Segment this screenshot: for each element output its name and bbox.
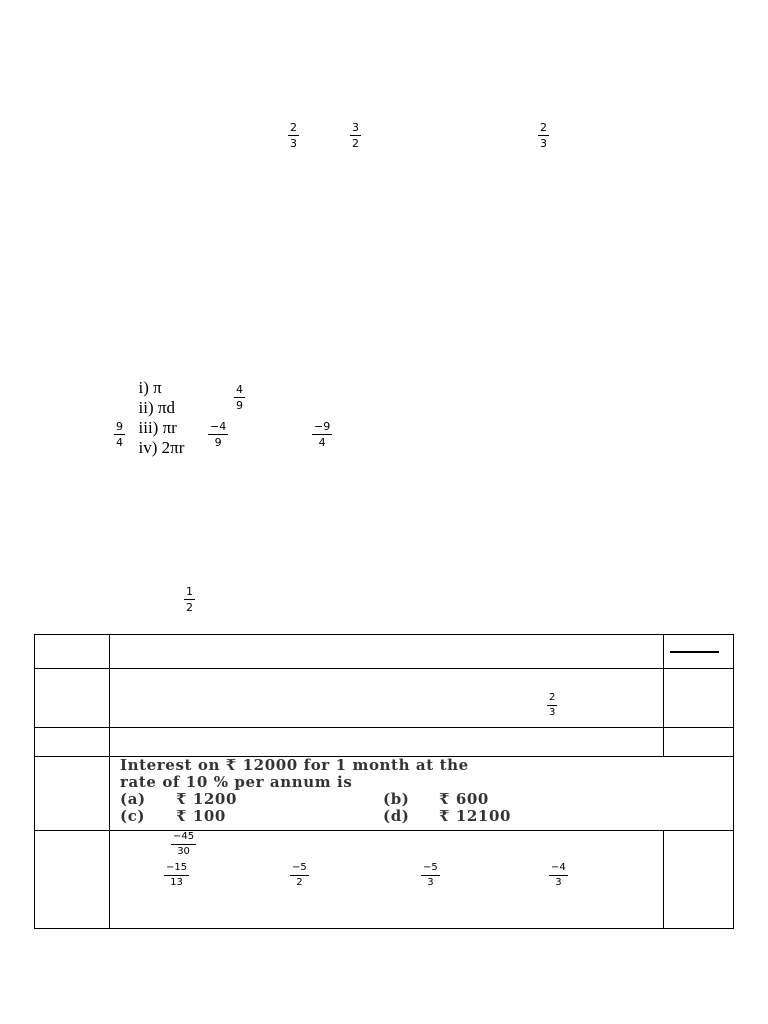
table-row <box>35 728 734 757</box>
numerator: −45 <box>171 831 196 845</box>
option-label: (c) <box>120 807 146 825</box>
marks-cell <box>664 669 734 728</box>
question-cell <box>110 728 664 757</box>
table-row <box>35 635 734 669</box>
option-value: ₹ 100 <box>176 807 226 825</box>
fraction-option-3 <box>312 420 332 449</box>
numerator: −4 <box>210 420 227 433</box>
serial-cell <box>35 757 110 831</box>
numerator: −5 <box>290 862 309 876</box>
options-row-1 <box>120 791 664 808</box>
pi-option-3: iii) πr <box>138 418 177 437</box>
question-cell <box>110 831 664 929</box>
marks-cell <box>664 757 734 831</box>
numerator: 3 <box>352 121 359 134</box>
row5-option-4 <box>549 862 568 889</box>
question-cell <box>110 635 664 669</box>
fraction-two-thirds-a <box>288 121 299 150</box>
denominator: 3 <box>555 877 562 888</box>
pi-option-1: i) π <box>138 378 162 397</box>
denominator: 3 <box>290 137 297 150</box>
denominator: 13 <box>170 877 183 888</box>
option-b <box>383 791 646 808</box>
question-cell <box>110 757 664 831</box>
denominator: 3 <box>549 707 556 718</box>
given-fraction <box>234 383 245 412</box>
denominator: 4 <box>116 436 123 449</box>
pi-option-4: iv) 2πr <box>138 438 185 457</box>
question-line-1: Interest on ₹ 12000 for 1 month at the <box>120 757 469 774</box>
denominator: 2 <box>352 137 359 150</box>
numerator: −4 <box>549 862 568 876</box>
denominator: 4 <box>318 436 326 449</box>
denominator: 3 <box>540 137 547 150</box>
row5-given-fraction <box>171 831 196 858</box>
option-c <box>120 808 383 825</box>
marks-cell <box>664 635 734 669</box>
serial-cell <box>35 669 110 728</box>
table-row <box>35 669 734 728</box>
serial-cell <box>35 831 110 929</box>
marks-cell <box>664 728 734 757</box>
denominator: 9 <box>214 436 222 449</box>
interest-question-image <box>120 757 664 830</box>
serial-cell <box>35 728 110 757</box>
fraction-option-1 <box>114 420 125 449</box>
denominator: 2 <box>296 877 303 888</box>
pi-options <box>130 358 208 458</box>
numerator: 2 <box>547 692 557 706</box>
question-cell <box>110 669 664 728</box>
numerator: 4 <box>236 383 243 396</box>
denominator: 9 <box>236 399 243 412</box>
row5-option-3 <box>421 862 440 889</box>
marks-underline <box>670 651 719 653</box>
numerator: −5 <box>421 862 440 876</box>
serial-cell <box>35 635 110 669</box>
fraction-one-half <box>184 585 195 614</box>
fraction-three-halves <box>350 121 361 150</box>
table-row <box>35 831 734 929</box>
question-table <box>34 634 734 929</box>
question-line-2: rate of 10 % per annum is <box>120 773 353 791</box>
option-d <box>383 808 646 825</box>
denominator: 2 <box>186 601 193 614</box>
option-label: (d) <box>383 807 410 825</box>
numerator: 9 <box>116 420 123 433</box>
numerator: 2 <box>290 121 297 134</box>
option-value: ₹ 1200 <box>176 790 238 808</box>
fraction-option-2 <box>208 420 228 449</box>
row5-option-2 <box>290 862 309 889</box>
numerator: −9 <box>314 420 331 433</box>
numerator: −15 <box>164 862 189 876</box>
numerator: 2 <box>540 121 547 134</box>
option-label: (a) <box>120 790 146 808</box>
row2-fraction <box>547 692 557 719</box>
denominator: 3 <box>427 877 434 888</box>
numerator: 1 <box>186 585 193 598</box>
option-a <box>120 791 383 808</box>
marks-cell <box>664 831 734 929</box>
row5-option-1 <box>164 862 189 889</box>
table-row <box>35 757 734 831</box>
option-value: ₹ 12100 <box>439 807 512 825</box>
options-row-2 <box>120 808 664 825</box>
pi-option-2: ii) πd <box>138 398 175 417</box>
option-value: ₹ 600 <box>439 790 489 808</box>
option-label: (b) <box>383 790 410 808</box>
fraction-two-thirds-b <box>538 121 549 150</box>
denominator: 30 <box>177 846 190 857</box>
